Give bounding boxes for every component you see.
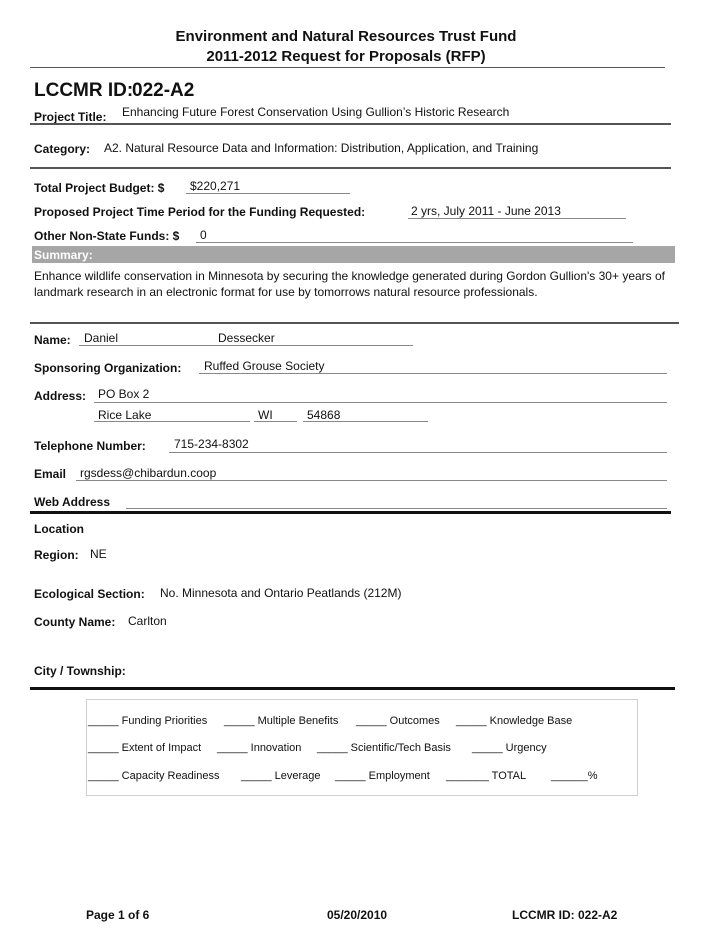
- project-title-value: Enhancing Future Forest Conservation Using Gullion’s Historic Research: [122, 105, 510, 119]
- category-value: A2. Natural Resource Data and Information: Distribution, Application, and Training: [104, 141, 539, 155]
- id-label: LCCMR ID:: [34, 80, 134, 101]
- eco-section-label: Ecological Section:: [34, 587, 145, 601]
- non-state-funds-value: 0: [200, 228, 207, 242]
- non-state-funds-underline: [196, 242, 633, 243]
- email-label: Email: [34, 467, 67, 481]
- category-label: Category:: [34, 142, 91, 156]
- address-label: Address:: [34, 389, 87, 403]
- city-township-label: City / Township:: [34, 664, 126, 678]
- phone-underline: [169, 452, 667, 453]
- region-label: Region:: [34, 548, 79, 562]
- criteria-leverage: _____ Leverage: [241, 770, 321, 782]
- budget-label: Total Project Budget: $: [34, 181, 165, 195]
- summary-divider: [30, 322, 679, 324]
- phone-label: Telephone Number:: [34, 439, 146, 453]
- criteria-total: _______ TOTAL: [446, 770, 527, 782]
- city-value: Rice Lake: [98, 408, 152, 422]
- summary-label: Summary:: [34, 248, 93, 262]
- email-underline: [76, 480, 667, 481]
- county-label: County Name:: [34, 615, 116, 629]
- criteria-innovation: _____ Innovation: [217, 742, 302, 754]
- zip-underline: [303, 421, 428, 422]
- criteria-funding-priorities: _____ Funding Priorities: [88, 715, 208, 727]
- time-period-value: 2 yrs, July 2011 - June 2013: [411, 204, 561, 218]
- org-label: Sponsoring Organization:: [34, 361, 182, 375]
- time-period-label: Proposed Project Time Period for the Funding Requested:: [34, 205, 366, 219]
- header-title: Environment and Natural Resources Trust Fund: [175, 28, 517, 45]
- category-divider: [30, 167, 671, 169]
- first-name-value: Daniel: [84, 331, 119, 345]
- criteria-capacity-readiness: _____ Capacity Readiness: [88, 770, 220, 782]
- criteria-extent-of-impact: _____ Extent of Impact: [88, 742, 202, 754]
- summary-bar: [32, 246, 675, 263]
- criteria-percent: ______%: [551, 770, 598, 782]
- state-value: WI: [258, 408, 273, 422]
- web-label: Web Address: [34, 495, 111, 509]
- zip-value: 54868: [307, 408, 341, 422]
- region-value: NE: [90, 547, 107, 561]
- org-value: Ruffed Grouse Society: [204, 359, 325, 373]
- budget-value: $220,271: [190, 179, 241, 193]
- time-period-underline: [408, 218, 626, 219]
- eco-section-value: No. Minnesota and Ontario Peatlands (212M): [160, 586, 402, 600]
- criteria-urgency: _____ Urgency: [472, 742, 547, 754]
- location-heading: Location: [34, 522, 84, 536]
- contact-divider: [30, 511, 671, 514]
- city-underline: [94, 421, 250, 422]
- criteria-multiple-benefits: _____ Multiple Benefits: [224, 715, 339, 727]
- footer-page-number: Page 1 of 6: [86, 908, 150, 922]
- footer-id: LCCMR ID: 022-A2: [512, 908, 618, 922]
- id-value: 022-A2: [132, 80, 195, 101]
- criteria-employment: _____ Employment: [335, 770, 430, 782]
- non-state-funds-label: Other Non-State Funds: $: [34, 229, 180, 243]
- last-name-value: Dessecker: [218, 331, 275, 345]
- summary-text: Enhance wildlife conservation in Minnesota by securing the knowledge generated during Gordon Gullion's 30+ years of landmark research in an electronic format for use by tomorrows natural resource professionals.: [34, 269, 666, 299]
- header-subtitle: 2011-2012 Request for Proposals (RFP): [206, 48, 486, 65]
- name-label: Name:: [34, 333, 71, 347]
- criteria-outcomes: _____ Outcomes: [356, 715, 440, 727]
- criteria-scientific-tech-basis: _____ Scientific/Tech Basis: [317, 742, 451, 754]
- title-divider: [30, 123, 671, 125]
- phone-value: 715-234-8302: [174, 437, 249, 451]
- org-underline: [199, 373, 667, 374]
- email-value: rgsdess@chibardun.coop: [80, 466, 217, 480]
- budget-underline: [186, 193, 350, 194]
- address-line1-underline: [94, 402, 667, 403]
- location-divider: [30, 687, 675, 690]
- criteria-knowledge-base: _____ Knowledge Base: [456, 715, 573, 727]
- footer-date: 05/20/2010: [327, 908, 388, 922]
- address-line1-value: PO Box 2: [98, 387, 150, 401]
- name-underline: [79, 345, 413, 346]
- web-underline: [126, 508, 667, 509]
- state-underline: [254, 421, 297, 422]
- project-title-label: Project Title:: [34, 110, 107, 124]
- county-value: Carlton: [128, 614, 167, 628]
- header-divider: [30, 67, 665, 68]
